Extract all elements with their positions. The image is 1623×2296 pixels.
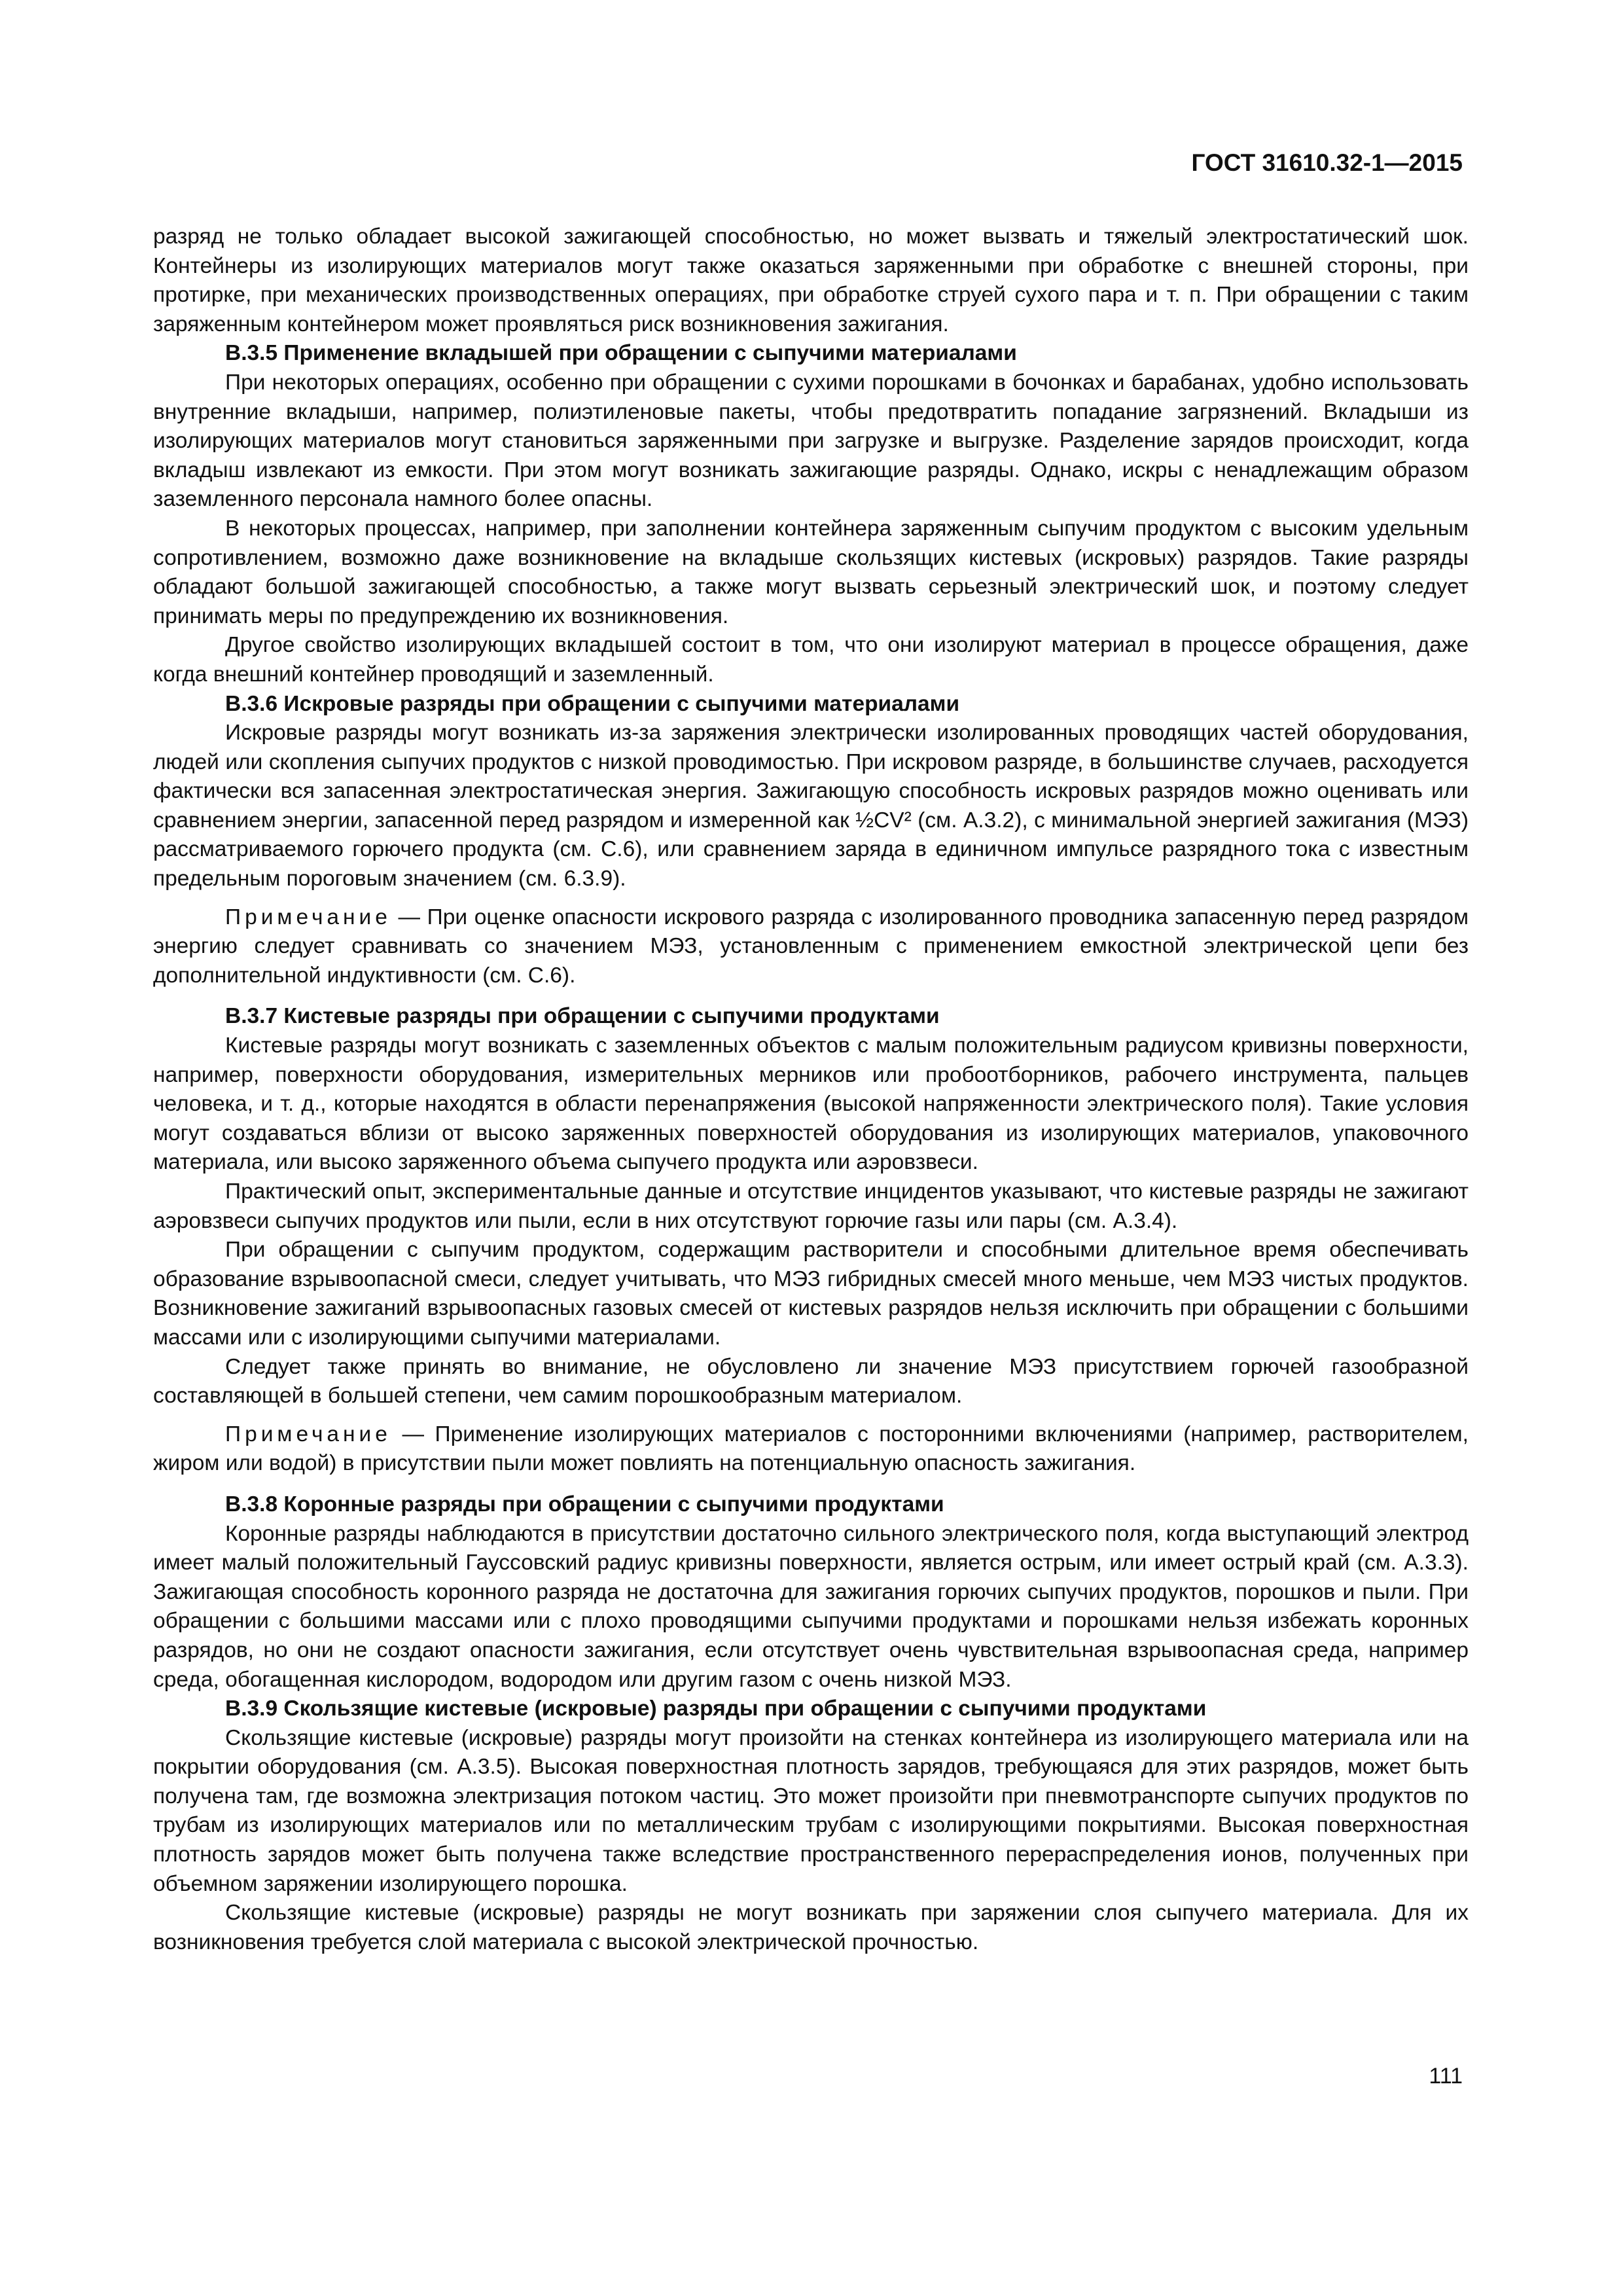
note-text: — При оценке опасности искрового разряда с изолированного проводника запасенную перед разрядом энергию следует сравнивать со значением МЭЗ, установленным с применением емкостной электрической цепи без дополнительной индуктивности (см. С.6).: [153, 905, 1469, 988]
section-heading: В.3.9 Скользящие кистевые (искровые) разряды при обращении с сыпучими продуктами: [225, 1696, 1207, 1721]
body-paragraph: Следует также принять во внимание, не обусловлено ли значение МЭЗ присутствием горючей газообразной составляющей в большей степени, чем самим порошкообразным материалом.: [153, 1354, 1469, 1408]
body-paragraph: разряд не только обладает высокой зажигающей способностью, но может вызвать и тяжелый электростатический шок. Контейнеры из изолирующих материалов могут также оказаться заряженными при обработке с внешней стороны, при протирке, при механических производственных операциях, при обработке струей сухого пара и т. п. При обращении с таким заряженным контейнером может проявляться риск возникновения зажигания.: [153, 224, 1469, 336]
body-paragraph: При некоторых операциях, особенно при обращении с сухими порошками в бочонках и барабанах, удобно использовать внутренние вкладыши, например, полиэтиленовые пакеты, чтобы предотвратить попадание загрязнений. Вкладыши из изолирующих материалов могут становиться заряженными при загрузке и выгрузке. Разделение зарядов происходит, когда вкладыш извлекают из емкости. При этом могут возникать зажигающие разряды. Однако, искры с ненадлежащим образом заземленного персонала намного более опасны.: [153, 370, 1469, 512]
section-heading: В.3.5 Применение вкладышей при обращении с сыпучими материалами: [225, 341, 1017, 366]
body-paragraph: Коронные разряды наблюдаются в присутствии достаточно сильного электрического поля, когда выступающий электрод имеет малый положительный Гауссовский радиус кривизны поверхности, является острым, или имеет острый край (см. А.3.3). Зажигающая способность коронного разряда не достаточна для зажигания горючих сыпучих продуктов, порошков и пыли. При обращении с большими массами или с плохо проводящими сыпучими продуктами и порошками нельзя избежать коронных разрядов, но они не создают опасности зажигания, если отсутствует очень чувствительная взрывоопасная среда, например среда, обогащенная кислородом, водородом или другим газом с очень низкой МЭЗ.: [153, 1521, 1469, 1692]
body-paragraph: В некоторых процессах, например, при заполнении контейнера заряженным сыпучим продуктом с высоким удельным сопротивлением, возможно даже возникновение на вкладыше скользящих кистевых (искровых) разрядов. Такие разряды обладают большой зажигающей способностью, а также могут вызвать серьезный электрический шок, и поэтому следует принимать меры по предупреждению их возникновения.: [153, 516, 1469, 628]
body-paragraph: Кистевые разряды могут возникать с заземленных объектов с малым положительным радиусом кривизны поверхности, например, поверхности оборудования, измерительных мерников или пробоотборников, рабочего инструмента, пальцев человека, и т. д., которые находятся в области перенапряжения (высокой напряженности электрического поля). Такие условия могут создаваться вблизи от высоко заряженных поверхностей оборудования из изолирующих материалов, упаковочного материала, или высоко заряженного объема сыпучего продукта или аэровзвеси.: [153, 1033, 1469, 1175]
section-heading: В.3.6 Искровые разряды при обращении с сыпучими материалами: [225, 691, 960, 716]
page-number: 111: [1429, 2064, 1463, 2089]
note-label: Примечание: [225, 905, 391, 929]
note-paragraph: [153, 1420, 1469, 1479]
body-paragraph: Скользящие кистевые (искровые) разряды не могут возникать при заряжении слоя сыпучего материала. Для их возникновения требуется слой материала с высокой электрической прочностью.: [153, 1901, 1469, 1954]
body-paragraph: Другое свойство изолирующих вкладышей состоит в том, что они изолируют материал в процессе обращения, даже когда внешний контейнер проводящий и заземленный.: [153, 633, 1469, 687]
body-paragraph: Практический опыт, экспериментальные данные и отсутствие инцидентов указывают, что кистевые разряды не зажигают аэровзвеси сыпучих продуктов или пыли, если в них отсутствуют горючие газы или пары (см. А.3.4).: [153, 1179, 1469, 1233]
section-heading: В.3.8 Коронные разряды при обращении с сыпучими продуктами: [225, 1492, 944, 1516]
body-paragraph: Искровые разряды могут возникать из-за заряжения электрически изолированных проводящих частей оборудования, людей или скопления сыпучих продуктов с низкой проводимостью. При искровом разряде, в большинстве случаев, расходуется фактически вся запасенная электростатическая энергия. Зажигающую способность искровых разрядов можно оценивать или сравнением энергии, запасенной перед разрядом и измеренной как ½CV² (см. А.3.2), с минимальной энергией зажигания (МЭЗ) рассматриваемого горючего продукта (см. С.6), или сравнением заряда в единичном импульсе разрядного тока с известным предельным пороговым значением (см. 6.3.9).: [153, 721, 1469, 891]
body-paragraph: Скользящие кистевые (искровые) разряды могут произойти на стенках контейнера из изолирующего материала или на покрытии оборудования (см. А.3.5). Высокая поверхностная плотность зарядов, требующаяся для этих разрядов, может быть получена там, где возможна электризация потоком частиц. Это может произойти при пневмотранспорте сыпучих продуктов по трубам из изолирующих материалов или по металлическим трубам с изолирующими покрытиями. Высокая поверхностная плотность зарядов может быть получена также вследствие пространственного перераспределения ионов, полученных при объемном заряжении изолирующего порошка.: [153, 1725, 1469, 1896]
body-paragraph: При обращении с сыпучим продуктом, содержащим растворители и способными длительное время обеспечивать образование взрывоопасной смеси, следует учитывать, что МЭЗ гибридных смесей много меньше, чем МЭЗ чистых продуктов. Возникновение зажиганий взрывоопасных газовых смесей от кистевых разрядов нельзя исключить при обращении с большими массами или с изолирующими сыпучими материалами.: [153, 1238, 1469, 1350]
section-heading: В.3.7 Кистевые разряды при обращении с сыпучими продуктами: [225, 1004, 940, 1029]
note-label: Примечание: [225, 1422, 391, 1446]
note-paragraph: [153, 903, 1469, 991]
document-header: ГОСТ 31610.32-1—2015: [1191, 149, 1463, 176]
document-body: [153, 223, 1469, 1957]
note-text: — Применение изолирующих материалов с посторонними включениями (например, растворителем, жиром или водой) в присутствии пыли может повлиять на потенциальную опасность зажигания.: [153, 1422, 1469, 1476]
